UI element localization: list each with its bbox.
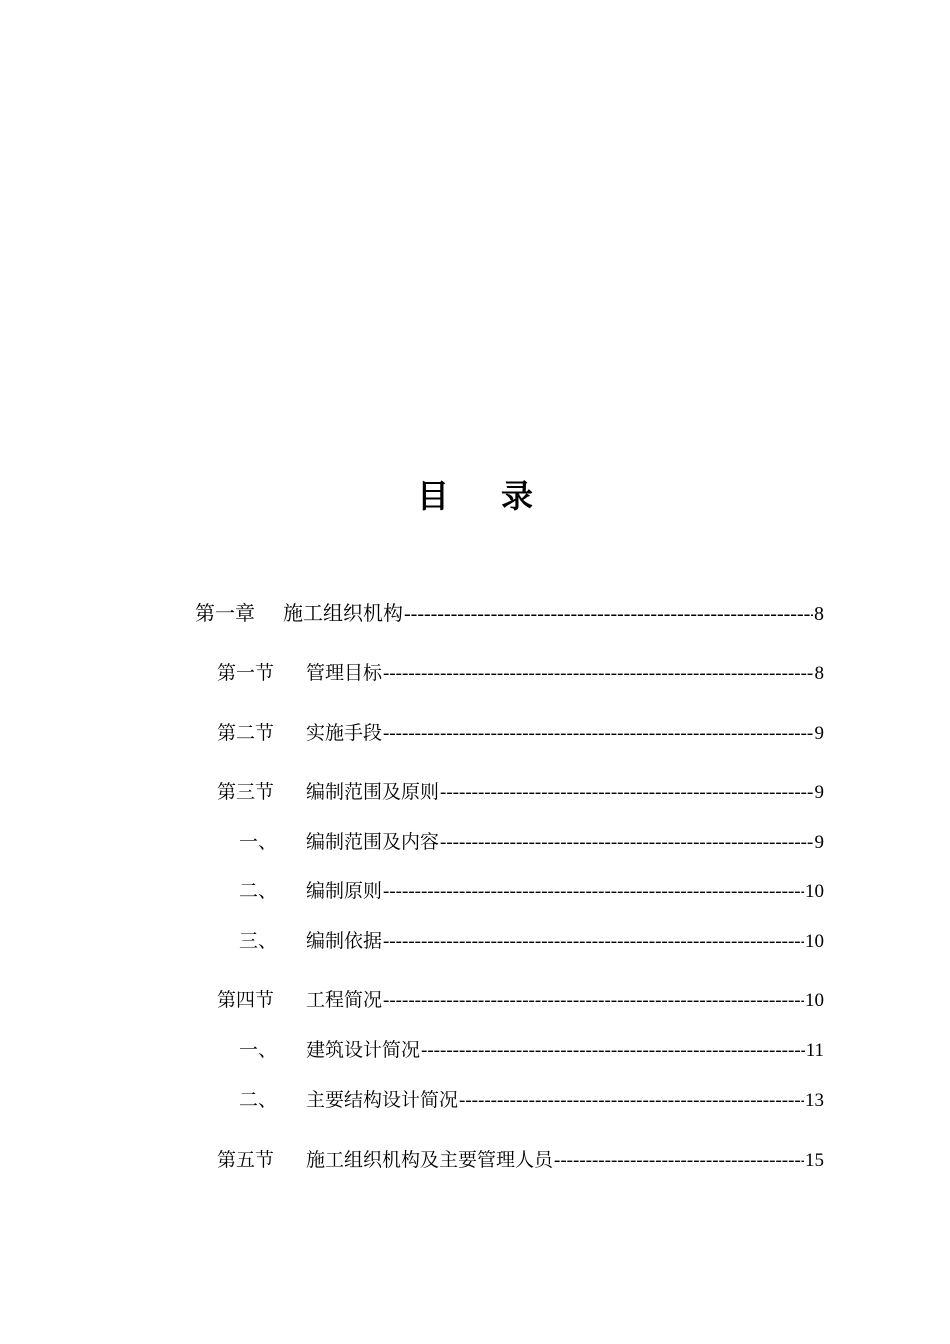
toc-entry-title: 编制依据 <box>306 930 383 952</box>
toc-entry-title: 实施手段 <box>306 722 383 744</box>
toc-dot-leader <box>440 830 813 855</box>
toc-entry-section-2[interactable] <box>217 720 824 746</box>
toc-entry-page: 15 <box>805 1150 824 1171</box>
toc-dot-leader <box>421 1038 805 1063</box>
toc-entry-section-1[interactable] <box>217 660 824 686</box>
toc-entry-title: 主要结构设计简况 <box>306 1089 459 1111</box>
toc-entry-title: 编制范围及原则 <box>306 781 440 803</box>
toc-entry-number: 第三节 <box>217 781 275 803</box>
toc-entry-title: 工程简况 <box>306 989 383 1011</box>
toc-entry-number: 二、 <box>239 880 278 902</box>
toc-entry-item[interactable] <box>239 878 824 904</box>
toc-entry-section-4[interactable] <box>217 987 824 1013</box>
toc-entry-number: 一、 <box>239 1039 278 1061</box>
toc-dot-leader <box>383 879 804 904</box>
toc-entry-page: 9 <box>814 782 824 803</box>
toc-entry-page: 10 <box>805 931 824 952</box>
toc-dot-leader <box>383 988 804 1013</box>
toc-dot-leader <box>554 1148 804 1173</box>
toc-entry-number: 第四节 <box>217 989 275 1011</box>
toc-entry-page: 9 <box>814 832 824 853</box>
toc-entry-page: 10 <box>805 881 824 902</box>
toc-entry-title: 编制原则 <box>306 880 383 902</box>
toc-entry-page: 8 <box>814 603 824 625</box>
toc-entry-item[interactable] <box>239 1087 824 1113</box>
toc-entry-page: 10 <box>805 990 824 1011</box>
toc-title-char-1: 目 <box>416 477 449 515</box>
toc-dot-leader <box>383 929 804 954</box>
toc-entry-page: 13 <box>805 1090 824 1111</box>
toc-dot-leader <box>383 661 813 686</box>
toc-dot-leader <box>383 721 813 746</box>
toc-entry-number: 一、 <box>239 831 278 853</box>
toc-entry-page: 11 <box>805 1040 824 1061</box>
toc-entry-number: 三、 <box>239 930 278 952</box>
toc-dot-leader <box>440 780 813 805</box>
toc-entry-number: 第五节 <box>217 1149 275 1171</box>
toc-entry-title: 建筑设计简况 <box>306 1039 421 1061</box>
toc-entry-title: 管理目标 <box>306 662 383 684</box>
toc-entry-page: 8 <box>814 663 824 684</box>
toc-entry-section-3[interactable] <box>217 779 824 805</box>
toc-entry-page: 9 <box>814 723 824 744</box>
toc-entry-title: 施工组织机构及主要管理人员 <box>306 1149 554 1171</box>
toc-entry-chapter-1[interactable] <box>195 600 824 626</box>
toc-entry-number: 二、 <box>239 1089 278 1111</box>
toc-entry-title: 施工组织机构 <box>283 601 403 625</box>
toc-title-char-2: 录 <box>501 477 534 515</box>
toc-entry-item[interactable] <box>239 928 824 954</box>
toc-entry-number: 第一章 <box>195 601 255 625</box>
toc-dot-leader <box>459 1088 804 1113</box>
toc-entry-title: 编制范围及内容 <box>306 831 440 853</box>
toc-entry-number: 第一节 <box>217 662 275 684</box>
toc-entry-item[interactable] <box>239 1037 824 1063</box>
toc-entry-item[interactable] <box>239 829 824 855</box>
toc-entry-section-5[interactable] <box>217 1147 824 1173</box>
toc-dot-leader <box>404 601 813 626</box>
toc-entry-number: 第二节 <box>217 722 275 744</box>
